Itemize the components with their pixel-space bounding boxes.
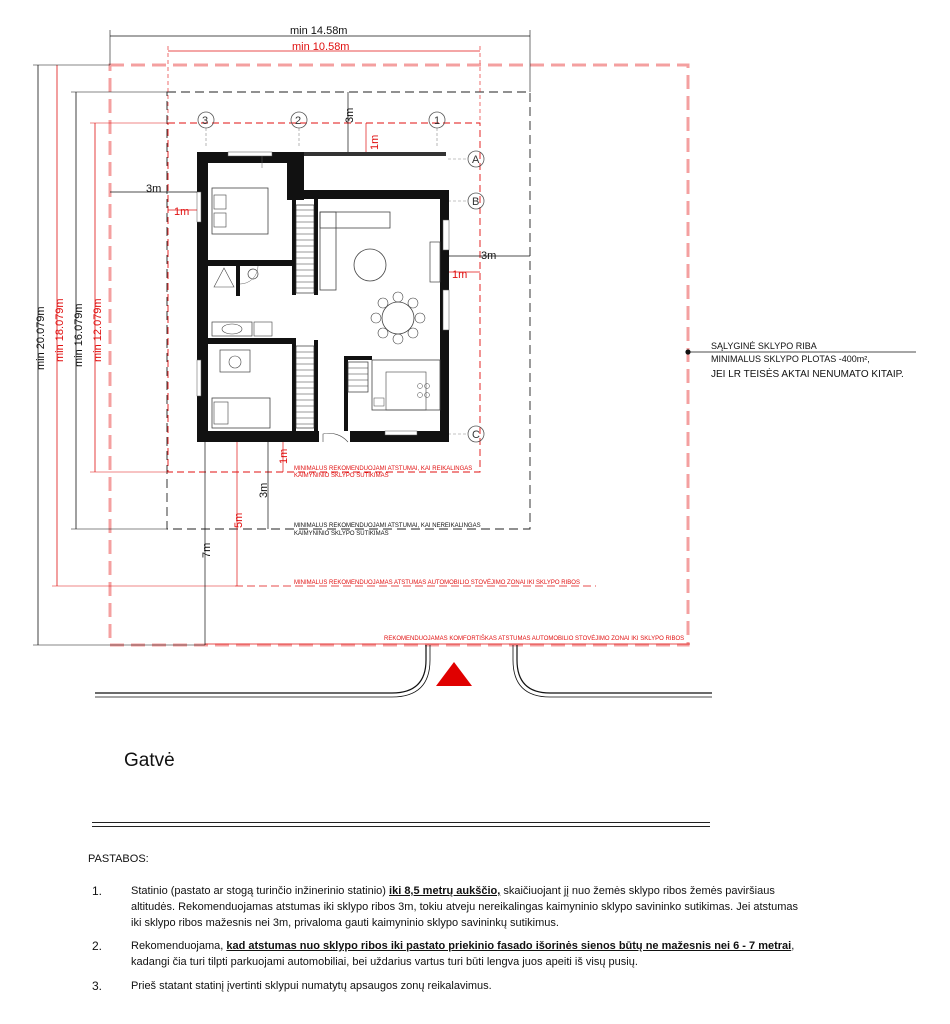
dim-left-red-outer: min 18.079m — [54, 298, 66, 362]
street-label: Gatvė — [124, 750, 175, 771]
label-1m-rule-2: KAIMYNINIO SKLYPO SUTIKIMAS — [294, 473, 389, 479]
note-3-number: 3. — [92, 979, 103, 993]
note-2-number: 2. — [92, 939, 103, 953]
street-curb-left — [95, 645, 426, 693]
dim-3m-top: 3m — [344, 107, 356, 123]
dim-3m-bottom: 3m — [258, 482, 270, 498]
grid-bubble-2 — [291, 112, 307, 128]
label-3m-rule-1: MINIMALUS REKOMENDUOJAMI ATSTUMAI, KAI NEREIKALINGAS — [294, 523, 481, 529]
dim-left-red-inner: min 12.079m — [92, 298, 104, 362]
note-2-text: Rekomenduojama, kad atstumas nuo sklypo ribos iki pastato priekinio fasado išorinės sienos būtų ne mažesnis nei 6 - 7 metrai, kadangi čia turi tilpti parkuojami automobiliai, bei uždarius vartus turi būti lengva juos apeiti iš visų pusių. — [131, 940, 795, 968]
divider-rule — [92, 822, 710, 823]
dim-1m-left: 1m — [174, 206, 190, 218]
note-3-text: Prieš statant statinį įvertinti sklypui numatytų apsaugos zonų reikalavimus. — [131, 980, 492, 992]
dim-3m-left: 3m — [146, 183, 162, 195]
svg-text:B: B — [472, 196, 480, 208]
floor-plan — [197, 152, 449, 442]
dim-5m: 5m — [233, 512, 245, 528]
dim-top-total: min 14.58m — [290, 25, 348, 37]
dim-1m-bottom: 1m — [278, 448, 290, 464]
label-parking-min: MINIMALUS REKOMENDUOJAMAS ATSTUMAS AUTOMOBILIO STOVĖJIMO ZONAI IKI SKLYPO RIBOS — [294, 580, 580, 586]
dim-1m-top: 1m — [369, 134, 381, 150]
svg-text:1: 1 — [434, 115, 441, 127]
svg-text:C: C — [472, 429, 480, 441]
svg-text:2: 2 — [295, 115, 302, 127]
label-parking-comfort: REKOMENDUOJAMAS KOMFORTIŠKAS ATSTUMAS AUTOMOBILIO STOVĖJIMO ZONAI IKI SKLYPO RIBOS — [384, 636, 685, 642]
grid-bubble-A — [468, 151, 484, 167]
offset-1m-line — [168, 123, 480, 472]
dim-1m-right: 1m — [452, 269, 468, 281]
street-curb-right — [517, 645, 712, 693]
label-1m-rule-1: MINIMALUS REKOMENDUOJAMI ATSTUMAI, KAI REIKALINGAS — [294, 466, 473, 472]
dim-top-red: min 10.58m — [292, 41, 350, 53]
label-3m-rule-2: KAIMYNINIO SKLYPO SUTIKIMAS — [294, 531, 389, 537]
plot-note-line3: JEI LR TEISĖS AKTAI NENUMATO KITAIP. — [711, 369, 904, 380]
grid-bubble-B — [468, 193, 484, 209]
notes-title: PASTABOS: — [88, 853, 149, 865]
grid-bubble-1 — [429, 112, 445, 128]
grid-bubble-C — [468, 426, 484, 442]
dim-7m: 7m — [201, 542, 213, 558]
note-1-number: 1. — [92, 884, 103, 898]
note-1-text: Statinio (pastato ar stogą turinčio inžinerinio statinio) iki 8,5 metrų aukščio, skaičiuojant jį nuo žemės sklypo ribos žemės paviršiaus altitudės. Rekomenduojamas atstumas iki sklypo ribos 3m, tokiu atveju nereikalingas kaimyninio sklypo savininko sutikimas. Jei atstumas iki sklypo ribos mažesnis nei 3m, privaloma gauti kaimyninio sklypo savininkų sutikimus. — [131, 885, 799, 929]
dim-left-outer: min 20.079m — [35, 306, 47, 370]
divider-rule-2 — [92, 826, 710, 827]
plot-note-line1: SĄLYGINĖ SKLYPO RIBA — [711, 341, 817, 351]
dim-left-inner: min 16.079m — [73, 303, 85, 367]
svg-text:3: 3 — [202, 115, 209, 127]
dim-3m-right: 3m — [481, 250, 497, 262]
svg-text:A: A — [472, 154, 480, 166]
plot-note-line2: MINIMALUS SKLYPO PLOTAS -400m², — [711, 354, 870, 364]
entrance-arrow-icon — [436, 662, 472, 686]
grid-bubble-3 — [198, 112, 214, 128]
